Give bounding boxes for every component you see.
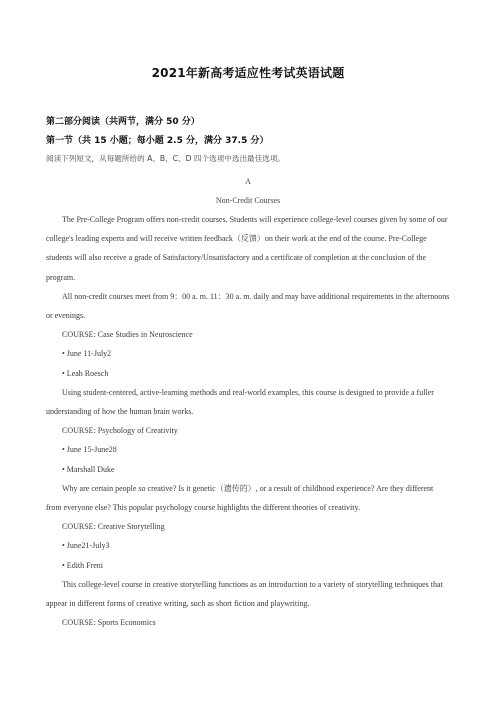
course-name: COURSE: Creative Storytelling <box>62 522 165 532</box>
course-dates: • June 11-July2 <box>62 349 112 359</box>
exam-title: 2021年新高考适应性考试英语试题 <box>151 66 345 80</box>
schedule-paragraph: All non-credit courses meet from 9：00 a. m. 11：30 a. m. daily and may have additional requirements in the afternoons or evenings. <box>46 291 450 321</box>
course-name: COURSE: Case Studies in Neuroscience <box>62 330 193 340</box>
course-instructor: • Marshall Duke <box>62 464 115 474</box>
passage-letter: A <box>245 177 251 186</box>
passage-title: Non-Credit Courses <box>215 196 281 205</box>
part-heading: 第二部分阅读（共两节，满分 50 分） <box>46 117 200 127</box>
course-description: This college-level course in creative storytelling functions as an introduction to a variety of storytelling techniques that appear in different forms of creative writing, such as short fiction and playwriting. <box>46 579 443 609</box>
course-instructor: • Edith Freni <box>62 560 104 570</box>
course-description: Using student-centered, active-learning methods and real-world examples, this course is designed to provide a fuller understanding of how the human brain works. <box>46 387 434 417</box>
course-name: COURSE: Psychology of Creativity <box>62 426 178 436</box>
course-name: COURSE: Sports Economics <box>62 618 156 628</box>
course-dates: • June21-July3 <box>62 541 110 551</box>
course-dates: • June 15-June28 <box>62 445 117 455</box>
instructions-text: 阅读下列短文，从每题所给的 A、B、C、D 四个选项中选出最佳选项。 <box>46 154 286 163</box>
section-heading: 第一节（共 15 小题；每小题 2.5 分，满分 37.5 分） <box>46 136 269 146</box>
intro-paragraph: The Pre-College Program offers non-credit courses. Students will experience college-level courses given by some of our college's leading experts and will receive written feedback（反馈）on their work at the end of the course. Pre-College students will also receive a grade of Satisfactory/Unsatisfactory and a certificate of completion at the conclusion of the program. <box>46 215 448 282</box>
passage-body <box>46 210 450 632</box>
course-instructor: • Leah Roesch <box>62 368 109 378</box>
course-description: Why are certain people so creative? Is it genetic（遗传的）, or a result of childhood experience? Are they different from everyone else? This popular psychology course highlights the different theories of creativity. <box>46 483 434 513</box>
